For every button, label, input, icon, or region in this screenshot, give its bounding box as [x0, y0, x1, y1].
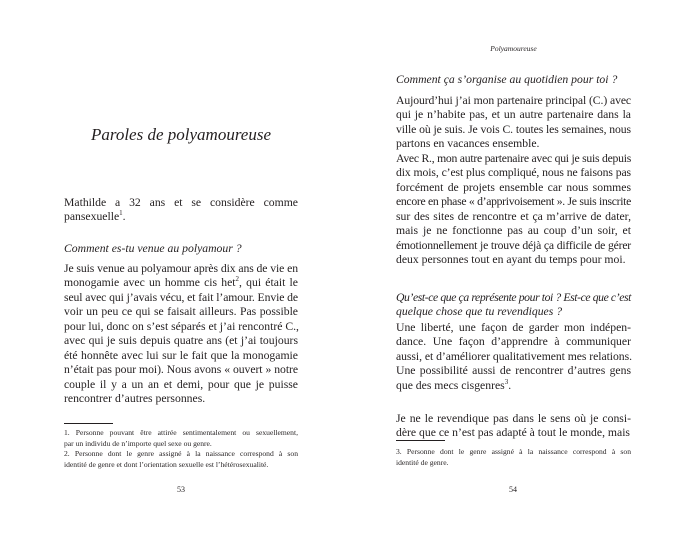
interview-question-line: Comment ça s’organise au quotidien pour toi ? — [396, 73, 618, 86]
body-text-line — [64, 275, 298, 290]
body-text-line: Avec R., mon autre partenaire avec qui je suis depuis — [396, 152, 631, 165]
body-text-line: Une liberté, une façon de garder mon indépen- — [396, 321, 631, 334]
body-text-line: mais je ne fonctionne pas au coup d’un soir, et — [396, 224, 631, 238]
text: . — [508, 378, 512, 392]
right-page — [350, 0, 700, 541]
footnote-rule — [64, 423, 113, 424]
chapter-title: Paroles de polyamoureuse — [90, 125, 272, 144]
page-number: 54 — [509, 485, 517, 494]
footnote-marker: 3 — [504, 377, 509, 386]
body-text-line: partons en vacances ensemble. — [396, 137, 540, 151]
body-text-line: n’était pas pour moi). Nous avons « ouvert » notre — [64, 363, 298, 377]
footnote-marker: 2 — [235, 275, 240, 284]
body-text-line: Une possibilité aussi de rencontrer d’autres gens — [396, 364, 631, 378]
text: . — [122, 210, 126, 224]
body-text-line: deux personnes tout en ayant du temps pour moi. — [396, 253, 626, 267]
body-text-line: couple il y a un an et demi, pour que je puisse — [64, 377, 298, 391]
body-text-line: dère que ce n’est pas adapté à tout le monde, mais — [396, 426, 630, 440]
body-text-line — [396, 378, 631, 393]
interview-question-line: quelque chose que tu revendiques ? — [396, 305, 563, 319]
body-text-line: qui je n’habite pas, et un autre partenaire dans la — [396, 108, 631, 122]
body-text-line: Je ne le revendique pas dans le sens où je consi- — [396, 412, 631, 425]
body-text-line: aussi, et d’améliorer qualitativement mes relations. — [396, 349, 632, 363]
body-text-line: voir un peu ce qui se faisait ailleurs. Pas possible — [64, 305, 298, 319]
text: , qui était le — [239, 276, 298, 290]
footnote-marker: 1 — [119, 209, 123, 218]
text: que des mecs cisgenres — [396, 378, 505, 392]
body-text-line: encore en phase « d’apprivoisement ». Je suis inscrite — [396, 195, 631, 209]
page-number: 53 — [177, 485, 185, 494]
body-text-line: avec qui je suis depuis quatre ans (et j’ai toujours — [64, 334, 298, 348]
body-text-line: dance. Une façon d’apprendre à communiquer — [396, 335, 631, 349]
body-text-line: émotionnellement je trouve déjà ça difficile de gérer — [396, 238, 631, 252]
text: pansexuelle — [64, 210, 120, 224]
body-text-line: rencontrer d’autres personnes. — [64, 392, 206, 406]
body-text-line: seul avec qui j’avais vécu, et fait l’amour. Envie de — [64, 290, 298, 304]
footnote-line: par un individu de n’importe quel sexe ou genre. — [64, 438, 212, 448]
footnote-line: 2. Personne dont le genre assigné à la naissance correspond à son — [64, 449, 298, 458]
running-header: Polyamoureuse — [490, 44, 537, 53]
body-text-line: forcément de projets ensemble car nous sommes — [396, 180, 631, 194]
interview-question-line: Qu’est-ce que ça représente pour toi ? Est-ce que c’est — [396, 291, 631, 304]
body-text-line: pour lui, donc on s’est séparés et j’ai rencontré C., — [64, 319, 299, 333]
body-text-line: ville où je suis. Je vois C. toutes les semaines, nous — [396, 122, 631, 136]
body-text-line: dix mois, c’est plus compliqué, nous ne faisons pas — [396, 166, 631, 180]
body-text-line — [64, 209, 298, 224]
footnote-line: identité de genre. — [396, 457, 449, 467]
footnote-line: 3. Personne dont le genre assigné à la naissance correspond à son — [396, 447, 631, 456]
body-text-line: Aujourd’hui j’ai mon partenaire principal (C.) avec — [396, 94, 631, 107]
body-text-line: sur des sites de rencontre et ça m’arrive de dater, — [396, 209, 631, 223]
footnote-line: identité de genre et dont l’orientation sexuelle est l’hétérosexualité. — [64, 459, 269, 469]
body-text-line: Mathilde a 32 ans et se considère comme — [64, 196, 298, 209]
text: monogamie avec un homme cis het — [64, 276, 236, 290]
body-text-line: Je suis venue au polyamour après dix ans de vie en — [64, 262, 298, 275]
body-text-line: été honnête avec lui sur le fait que la monogamie — [64, 348, 298, 362]
interview-question-line: Comment es-tu venue au polyamour ? — [64, 242, 242, 255]
footnote-line: 1. Personne pouvant être attirée sentimentalement ou sexuellement, — [64, 428, 298, 437]
